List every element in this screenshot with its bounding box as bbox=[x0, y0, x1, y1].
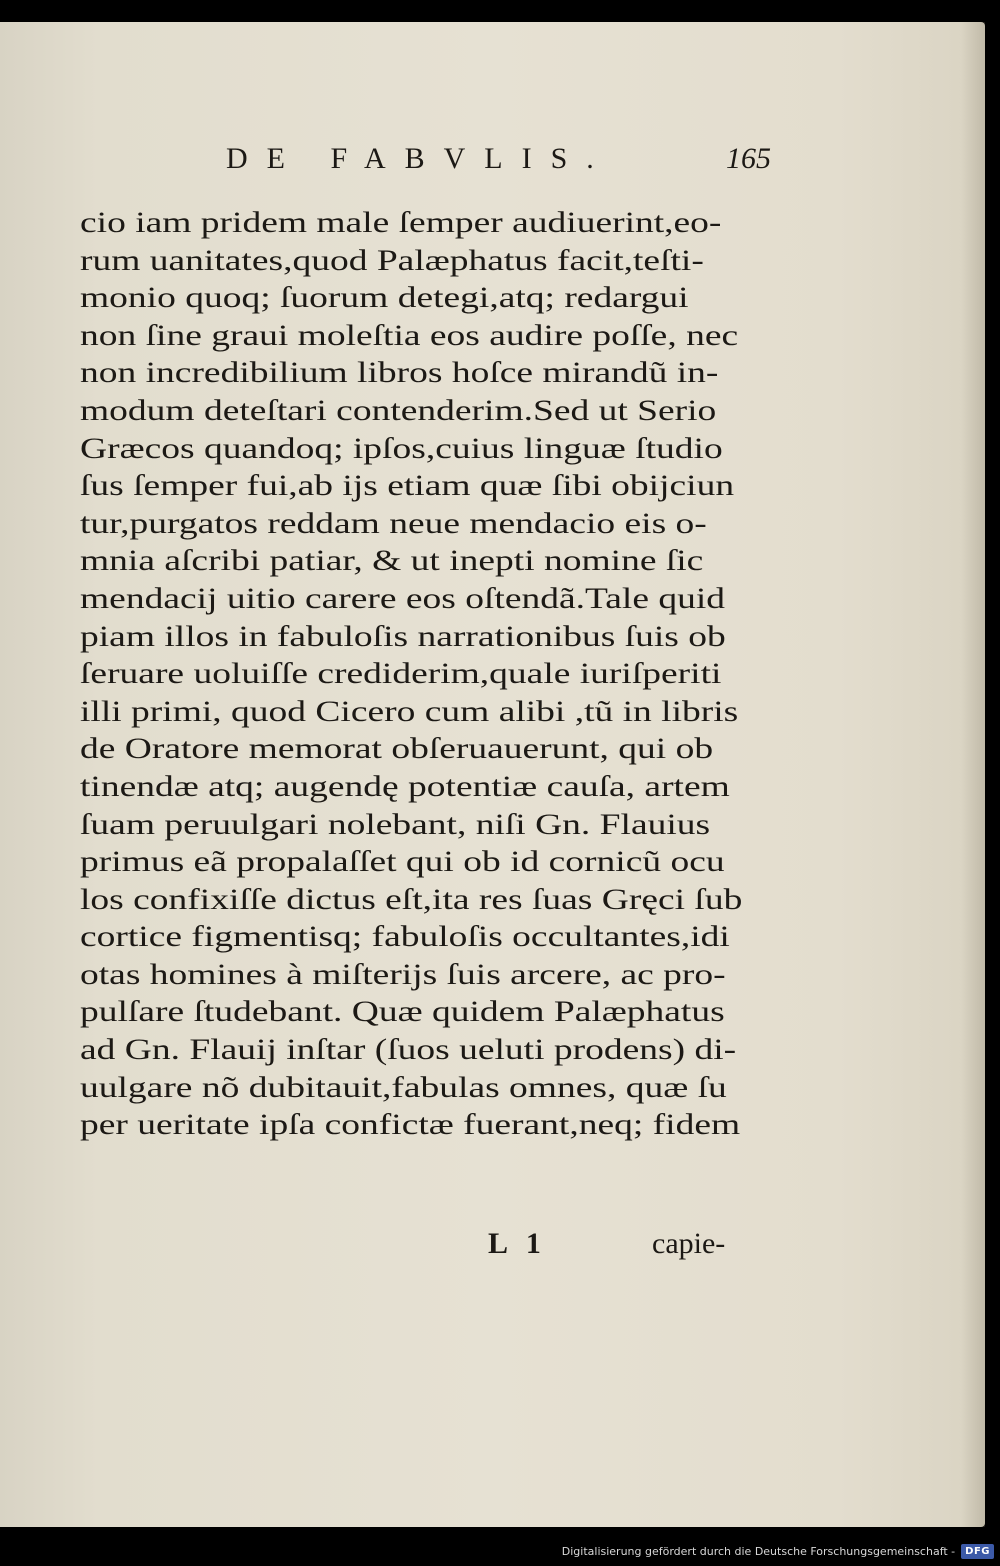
text-line-content: mnia aſcribi patiar, & ut inepti nomine ſic bbox=[80, 544, 704, 578]
text-line-content: Græcos quandoq; ipſos,cuius linguæ ſtudio bbox=[80, 431, 723, 465]
text-line-content: los confixiſſe dictus eſt,ita res ſuas Gręci ſub bbox=[80, 882, 743, 916]
catchline bbox=[0, 1227, 985, 1271]
text-line-content: tinendæ atq; augendę potentiæ cauſa, artem bbox=[80, 769, 730, 803]
text-line bbox=[80, 918, 770, 956]
text-line-content: cio iam pridem male ſemper audiuerint,eo- bbox=[80, 206, 722, 239]
text-line-content: ad Gn. Flauij inſtar (ſuos ueluti prodens) di- bbox=[80, 1033, 737, 1067]
text-line bbox=[80, 354, 770, 392]
text-line bbox=[80, 242, 770, 280]
text-line-content: non incredibilium libros hoſce mirandũ in- bbox=[80, 356, 719, 390]
body-text bbox=[80, 204, 770, 1144]
text-line bbox=[80, 204, 770, 242]
text-line bbox=[80, 1031, 770, 1069]
text-line bbox=[80, 580, 770, 618]
running-head bbox=[0, 132, 985, 182]
text-line-content: ſeruare uoluiſſe crediderim,quale iuriſperiti bbox=[80, 657, 722, 691]
page-number: 165 bbox=[726, 142, 771, 175]
text-line bbox=[80, 505, 770, 543]
text-line-content: mendacij uitio carere eos oſtendã.Tale quid bbox=[80, 581, 726, 615]
text-line bbox=[80, 430, 770, 468]
text-line-content: pulſare ſtudebant. Quæ quidem Palæphatus bbox=[80, 995, 725, 1029]
text-line bbox=[80, 806, 770, 844]
book-page bbox=[0, 22, 985, 1527]
text-line bbox=[80, 693, 770, 731]
text-line bbox=[80, 1106, 770, 1144]
digitization-credit: Digitalisierung gefördert durch die Deutsche Forschungsgemeinschaft - bbox=[561, 1544, 956, 1558]
text-line bbox=[80, 542, 770, 580]
text-line-content: uulgare nõ dubitauit,fabulas omnes, quæ ſu bbox=[80, 1070, 727, 1104]
text-line-content: modum deteſtari contenderim.Sed ut Serio bbox=[80, 393, 717, 427]
text-line-content: per ueritate ipſa confictæ fuerant,neq; fidem bbox=[80, 1108, 741, 1142]
text-line bbox=[80, 618, 770, 656]
text-line bbox=[80, 392, 770, 430]
catchword: capie- bbox=[652, 1227, 726, 1260]
text-line-content: otas homines à miſterijs ſuis arcere, ac pro- bbox=[80, 957, 726, 991]
text-line bbox=[80, 317, 770, 355]
text-line-content: piam illos in fabuloſis narrationibus ſuis ob bbox=[80, 619, 726, 653]
text-line bbox=[80, 993, 770, 1031]
text-line-content: rum uanitates,quod Palæphatus facit,teſti- bbox=[80, 243, 704, 277]
dfg-logo: DFG bbox=[961, 1544, 994, 1559]
text-line bbox=[80, 655, 770, 693]
text-line-content: de Oratore memorat obſeruauerunt, qui ob bbox=[80, 732, 714, 766]
text-line bbox=[80, 881, 770, 919]
text-line bbox=[80, 956, 770, 994]
text-line-content: tur,purgatos reddam neue mendacio eis o- bbox=[80, 506, 707, 540]
signature-mark: L 1 bbox=[488, 1227, 541, 1260]
text-line-content: monio quoq; ſuorum detegi,atq; redargui bbox=[80, 281, 689, 315]
text-line bbox=[80, 467, 770, 505]
text-line-content: primus eã propalaſſet qui ob id cornicũ ocu bbox=[80, 845, 725, 879]
text-line bbox=[80, 730, 770, 768]
text-line-content: non ſine graui moleſtia eos audire poſſe, nec bbox=[80, 318, 739, 352]
text-line bbox=[80, 279, 770, 317]
text-line bbox=[80, 843, 770, 881]
text-line bbox=[80, 1069, 770, 1107]
text-line-content: ſuam peruulgari nolebant, niſi Gn. Flauius bbox=[80, 807, 711, 841]
running-head-title: DE FABVLIS. bbox=[226, 142, 613, 175]
text-line-content: illi primi, quod Cicero cum alibi ,tũ in libris bbox=[80, 694, 739, 728]
text-line-content: ſus ſemper fui,ab ijs etiam quæ ſibi obijciun bbox=[80, 469, 735, 503]
text-line-content: cortice figmentisq; fabuloſis occultantes,idi bbox=[80, 920, 730, 954]
digitization-credit-bar bbox=[562, 1540, 994, 1562]
text-line bbox=[80, 768, 770, 806]
